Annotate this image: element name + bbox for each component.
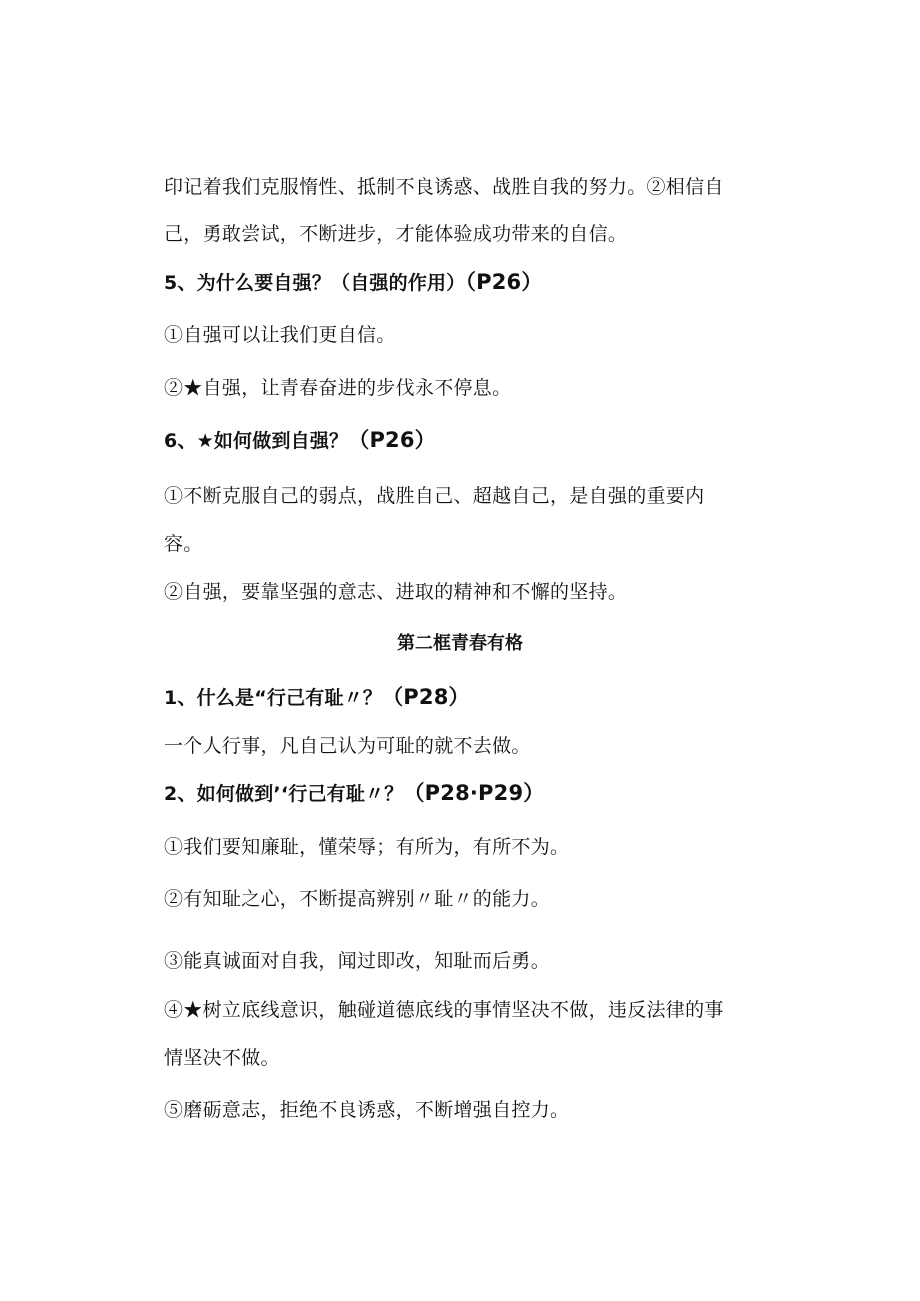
question-6-page-ref: （P26） (348, 428, 436, 452)
section-question-1-page-ref: （P28） (382, 685, 470, 709)
list-item: ①自强可以让我们更自信。 (164, 324, 396, 346)
list-item: ⑤磨砺意志，拒绝不良诱惑，不断增强自控力。 (164, 1099, 570, 1121)
list-item: ②自强，要靠坚强的意志、进取的精神和不懈的坚持。 (164, 581, 628, 603)
section-question-1-heading (164, 685, 470, 710)
section-title: 第二框青春有格 (397, 633, 523, 654)
list-item: ③能真诚面对自我，闻过即改，知耻而后勇。 (164, 950, 551, 972)
question-5-page-ref: （P26） (465, 270, 543, 294)
list-item: ②★自强，让青春奋进的步伐永不停息。 (164, 377, 512, 399)
question-5-heading (164, 270, 543, 295)
list-item: ②有知耻之心，不断提高辨别〃耻〃的能力。 (164, 888, 551, 910)
question-5-title: 5、为什么要自强？（自强的作用） (164, 272, 466, 294)
list-item: ④★树立底线意识，触碰道德底线的事情坚决不做，违反法律的事 (164, 999, 724, 1021)
section-question-2-page-ref: （P28·P29） (403, 781, 545, 805)
list-item: 容。 (164, 533, 203, 555)
text-line: 印记着我们克服惰性、抵制不良诱惑、战胜自我的努力。②相信自 (164, 176, 724, 198)
question-6-heading (164, 428, 436, 453)
question-6-title: 6、★如何做到自强？ (164, 430, 349, 452)
list-item: ①我们要知廉耻，懂荣辱；有所为，有所不为。 (164, 836, 570, 858)
section-question-2-title: 2、如何做到’‘行己有耻〃？ (164, 783, 404, 805)
section-question-2-heading (164, 781, 544, 806)
list-item: ①不断克服自己的弱点，战胜自己、超越自己，是自强的重要内 (164, 485, 705, 507)
text-line: 己，勇敢尝试，不断进步，才能体验成功带来的自信。 (164, 223, 628, 245)
list-item: 情坚决不做。 (164, 1047, 280, 1069)
section-question-1-title: 1、什么是“行己有耻〃？ (164, 687, 383, 709)
list-item: 一个人行事，凡自己认为可耻的就不去做。 (164, 735, 531, 757)
